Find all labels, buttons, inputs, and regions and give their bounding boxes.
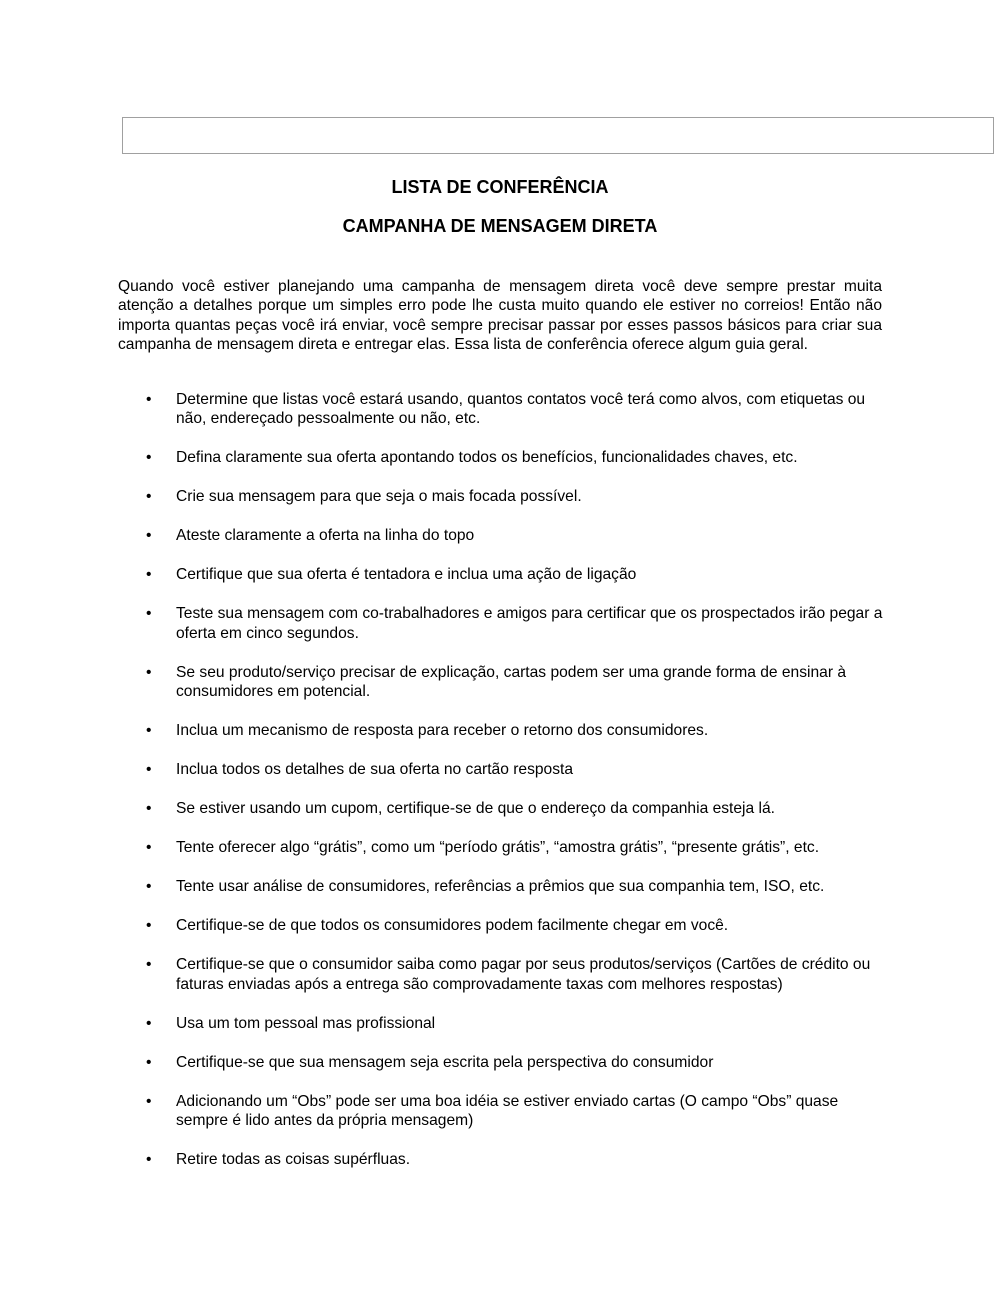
list-item-text: Teste sua mensagem com co-trabalhadores e amigos para certificar que os prospectados irão pegar a oferta em cinco segundos. — [176, 605, 883, 642]
list-item-text: Certifique-se que o consumidor saiba como pagar por seus produtos/serviços (Cartões de crédito ou faturas enviadas após a entrega são comprovadamente taxas com melhores respostas) — [176, 956, 871, 993]
bullet-icon: • — [146, 800, 152, 818]
page-subtitle: CAMPANHA DE MENSAGEM DIRETA — [342, 216, 658, 236]
list-item — [118, 760, 888, 779]
list-item-text: Usa um tom pessoal mas profissional — [176, 1014, 436, 1032]
bullet-icon: • — [146, 1092, 152, 1110]
list-item-text: Retire todas as coisas supérfluas. — [176, 1151, 411, 1169]
list-item — [118, 799, 888, 818]
list-item-text: Tente oferecer algo “grátis”, como um “período grátis”, “amostra grátis”, “presente grátis”, etc. — [176, 839, 820, 857]
list-item-text: Crie sua mensagem para que seja o mais focada possível. — [176, 488, 582, 506]
list-item — [118, 663, 888, 702]
bullet-icon: • — [146, 605, 152, 623]
bullet-icon: • — [146, 449, 152, 467]
list-item-text: Adicionando um “Obs” pode ser uma boa idéia se estiver enviado cartas (O campo “Obs” quase sempre é lido antes da própria mensagem) — [176, 1092, 839, 1130]
list-item-text: Defina claramente sua oferta apontando todos os benefícios, funcionalidades chaves, etc. — [176, 449, 798, 467]
list-item — [118, 1053, 888, 1072]
list-item — [118, 565, 888, 584]
list-item-text: Ateste claramente a oferta na linha do topo — [176, 527, 475, 545]
bullet-icon: • — [146, 761, 152, 779]
bullet-icon: • — [146, 527, 152, 545]
checklist — [118, 390, 888, 1189]
bullet-icon: • — [146, 839, 152, 857]
list-item-text: Inclua um mecanismo de resposta para receber o retorno dos consumidores. — [176, 722, 709, 740]
list-item — [118, 1092, 888, 1131]
list-item-text: Se seu produto/serviço precisar de explicação, cartas podem ser uma grande forma de ensinar à consumidores em potencial. — [176, 663, 847, 701]
intro-paragraph: Quando você estiver planejando uma campanha de mensagem direta você deve sempre prestar muita atenção a detalhes porque um simples erro pode lhe custa muito quando ele estiver no correios! Então não importa quantas peças você irá enviar, você sempre precisar passar por esses passos básicos para criar sua campanha de mensagem direta e entregar elas. Essa lista de conferência oferece algum guia geral. — [118, 278, 882, 354]
bullet-icon: • — [146, 1151, 152, 1169]
bullet-icon: • — [146, 1014, 152, 1032]
list-item-text: Certifique-se de que todos os consumidores podem facilmente chegar em você. — [176, 917, 729, 935]
list-item — [118, 838, 888, 857]
header-box — [122, 117, 994, 154]
bullet-icon: • — [146, 391, 152, 408]
list-item — [118, 1014, 888, 1033]
bullet-icon: • — [146, 566, 152, 584]
list-item — [118, 1150, 888, 1169]
list-item — [118, 604, 888, 643]
list-item — [118, 721, 888, 740]
list-item — [118, 448, 888, 467]
page-title: LISTA DE CONFERÊNCIA — [391, 177, 609, 197]
bullet-icon: • — [146, 488, 152, 506]
bullet-icon: • — [146, 956, 152, 974]
bullet-icon: • — [146, 878, 152, 896]
list-item-text: Se estiver usando um cupom, certifique-se de que o endereço da companhia esteja lá. — [176, 800, 775, 818]
list-item-text: Tente usar análise de consumidores, referências a prêmios que sua companhia tem, ISO, etc. — [176, 878, 825, 896]
bullet-icon: • — [146, 663, 152, 681]
list-item — [118, 916, 888, 935]
bullet-icon: • — [146, 1053, 152, 1071]
bullet-icon: • — [146, 722, 152, 740]
list-item — [118, 390, 888, 429]
list-item-text: Determine que listas você estará usando, quantos contatos você terá como alvos, com etiquetas ou não, endereçado pessoalmente ou não, etc. — [176, 391, 866, 428]
list-item — [118, 955, 888, 994]
list-item-text: Certifique que sua oferta é tentadora e inclua uma ação de ligação — [176, 566, 637, 584]
list-item-text: Certifique-se que sua mensagem seja escrita pela perspectiva do consumidor — [176, 1053, 714, 1071]
list-item — [118, 526, 888, 545]
list-item — [118, 877, 888, 896]
list-item-text: Inclua todos os detalhes de sua oferta no cartão resposta — [176, 761, 574, 779]
bullet-icon: • — [146, 917, 152, 935]
list-item — [118, 487, 888, 506]
